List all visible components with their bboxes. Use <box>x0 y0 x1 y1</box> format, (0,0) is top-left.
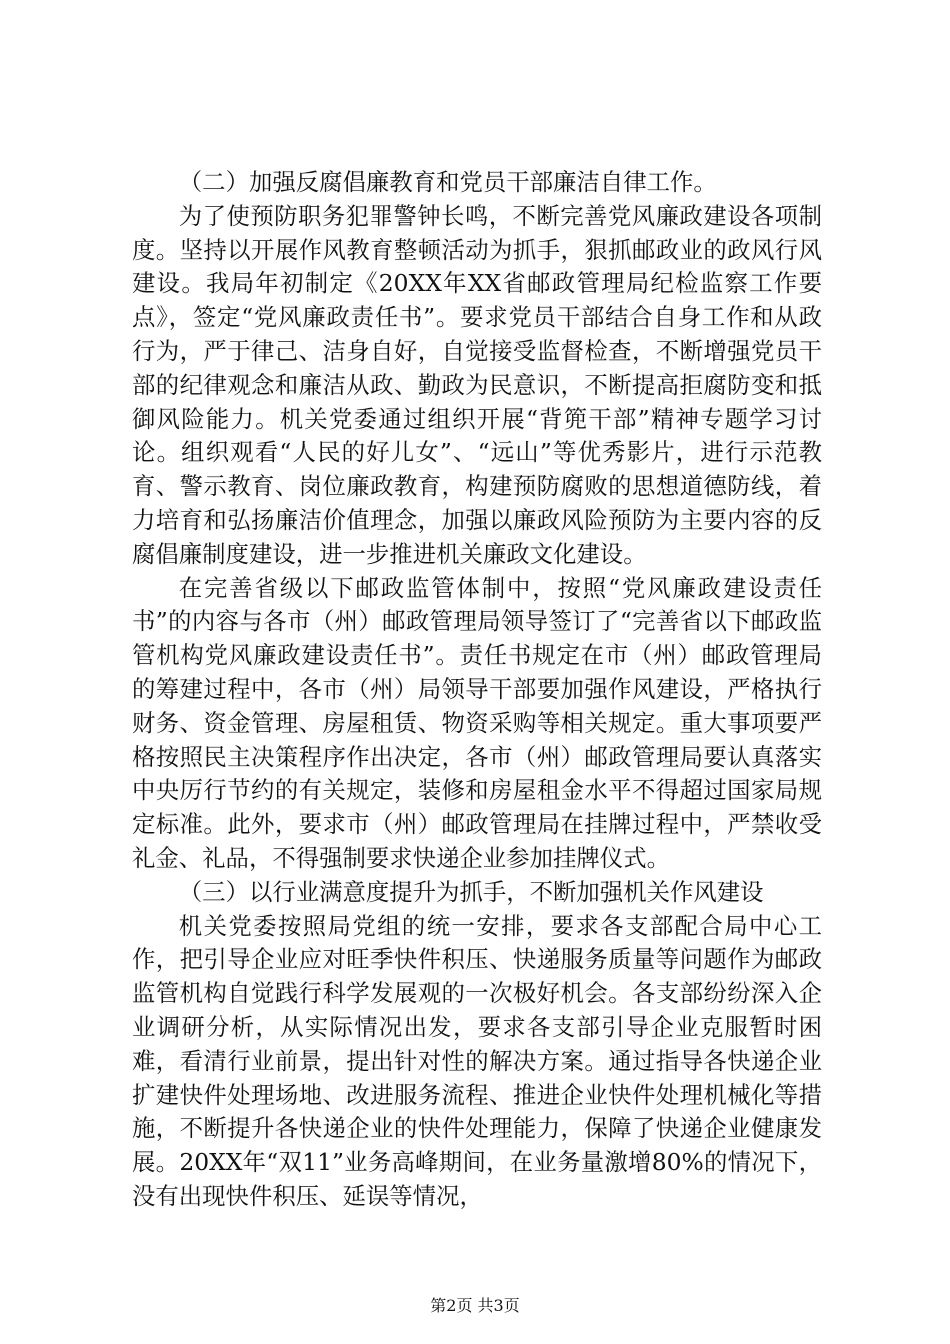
paragraph: 机关党委按照局党组的统一安排，要求各支部配合局中心工作，把引导企业应对旺季快件积压、快递服务质量等问题作为邮政监管机构自觉践行科学发展观的一次极好机会。各支部纷纷深入企业调研分析，从实际情况出发，要求各支部引导企业克服暂时困难，看清行业前景，提出针对性的解决方案。通过指导各快递企业扩建快件处理场地、改进服务流程、推进企业快件处理机械化等措施，不断提升各快递企业的快件处理能力，保障了快递企业健康发展。20XX年“双11”业务高峰期间，在业务量激增80%的情况下，没有出现快件积压、延误等情况， <box>132 911 822 1210</box>
page-footer: 第2页 共3页 <box>430 1296 520 1315</box>
section-heading-2: （二）加强反腐倡廉教育和党员干部廉洁自律工作。 <box>178 168 717 196</box>
paragraph: 在完善省级以下邮政监管体制中，按照“党风廉政建设责任书”的内容与各市（州）邮政管理局领导签订了“完善省以下邮政监管机构党风廉政建设责任书”。责任书规定在市（州）邮政管理局的筹建过程中，各市（州）局领导干部要加强作风建设，严格执行财务、资金管理、房屋租赁、物资采购等相关规定。重大事项要严格按照民主决策程序作出决定，各市（州）邮政管理局要认真落实中央厉行节约的有关规定，装修和房屋租金水平不得超过国家局规定标准。此外，要求市（州）邮政管理局在挂牌过程中，严禁收受礼金、礼品，不得强制要求快递企业参加挂牌仪式。 <box>132 573 822 872</box>
document-body <box>132 166 822 1214</box>
section-heading-3: （三）以行业满意度提升为抓手，不断加强机关作风建设 <box>178 877 764 906</box>
paragraph: 为了使预防职务犯罪警钟长鸣，不断完善党风廉政建设各项制度。坚持以开展作风教育整顿活动为抓手，狠抓邮政业的政风行风建设。我局年初制定《20XX年XX省邮政管理局纪检监察工作要点》，签定“党风廉政责任书”。要求党员干部结合自身工作和从政行为，严于律己、洁身自好，自觉接受监督检查，不断增强党员干部的纪律观念和廉洁从政、勤政为民意识，不断提高拒腐防变和抵御风险能力。机关党委通过组织开展“背篼干部”精神专题学习讨论。组织观看“人民的好儿女”、“远山”等优秀影片，进行示范教育、警示教育、岗位廉政教育，构建预防腐败的思想道德防线，着力培育和弘扬廉洁价值理念，加强以廉政风险预防为主要内容的反腐倡廉制度建设，进一步推进机关廉政文化建设。 <box>132 201 822 568</box>
